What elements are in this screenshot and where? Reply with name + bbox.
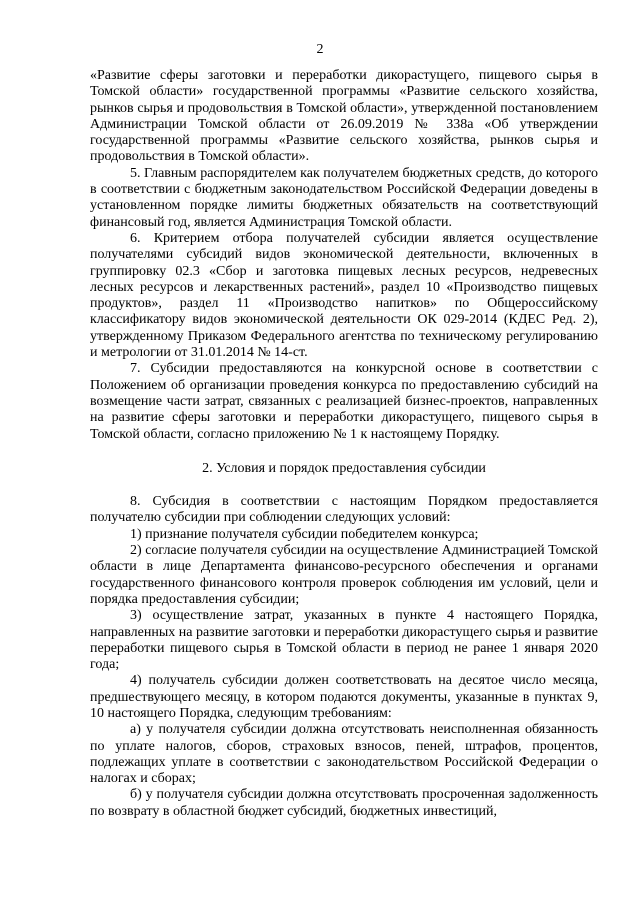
paragraph: 6. Критерием отбора получателей субсидии является осуществление получателями субсидий видов экономической деятельности, включенных в группировку 02.3 «Сбор и заготовка пищевых лесных ресурсов, недревесных лесных ресурсов и лекарственных растений», раздел 10 «Производство пищевых продуктов», раздел 11 «Производство напитков» по Общероссийскому классификатору видов экономической деятельности ОК 029-2014 (КДЕС Ред. 2), утвержденному Приказом Федерального агентства по техническому регулированию и метрологии от 31.01.2014 № 14-ст. — [90, 230, 598, 361]
paragraph: 8. Субсидия в соответствии с настоящим Порядком предоставляется получателю субсидии при соблюдении следующих условий: — [90, 494, 598, 526]
paragraph: б) у получателя субсидии должна отсутствовать просроченная задолженность по возврату в областной бюджет субсидий, бюджетных инвестиций, — [90, 787, 598, 819]
paragraph: а) у получателя субсидии должна отсутствовать неисполненная обязанность по уплате налогов, сборов, страховых взносов, пеней, штрафов, процентов, подлежащих уплате в соответствии с законодательством Российской Федерации о налогах и сборах; — [90, 722, 598, 787]
paragraph: 1) признание получателя субсидии победителем конкурса; — [130, 526, 479, 542]
paragraph: 3) осуществление затрат, указанных в пункте 4 настоящего Порядка, направленных на развитие заготовки и переработки дикорастущего сырья и развитие переработки пищевого сырья в Томской области в период не ранее 1 января 2020 года; — [90, 608, 598, 673]
page-number: 2 — [316, 42, 324, 57]
document-body — [90, 68, 598, 820]
paragraphs-after — [90, 494, 598, 820]
paragraph: 5. Главным распорядителем как получателем бюджетных средств, до которого в соответствии с бюджетным законодательством Российской Федерации доведены в установленном порядке лимиты бюджетных обязательств на соответствующий финансовый год, является Администрация Томской области. — [90, 165, 598, 230]
section-heading: 2. Условия и порядок предоставления субсидии — [202, 460, 486, 476]
paragraph: 4) получатель субсидии должен соответствовать на десятое число месяца, предшествующего месяцу, в котором подаются документы, указанные в пунктах 9, 10 настоящего Порядка, следующим требованиям: — [90, 673, 598, 721]
paragraph: 7. Субсидии предоставляются на конкурсной основе в соответствии с Положением об организации проведения конкурса по предоставлению субсидий на возмещение части затрат, связанных с реализацией бизнес-проектов, направленных на развитие сферы заготовки и переработки дикорастущего, пищевого сырья в Томской области, согласно приложению № 1 к настоящему Порядку. — [90, 361, 598, 442]
paragraphs-before — [90, 68, 598, 443]
paragraph: 2) согласие получателя субсидии на осуществление Администрацией Томской области в лице Департамента финансово-ресурсного обеспечения и органами государственного финансового контроля проверок соблюдения им условий, цели и порядка предоставления субсидии; — [90, 543, 598, 607]
paragraph: «Развитие сферы заготовки и переработки дикорастущего, пищевого сырья в Томской области» государственной программы «Развитие сельского хозяйства, рынков сырья и продовольствия в Томской области», утвержденной постановлением Администрации Томской области от 26.09.2019 № 338а «Об утверждении государственной программы «Развитие сельского хозяйства, рынков сырья и продовольствия в Томской области». — [90, 68, 598, 165]
